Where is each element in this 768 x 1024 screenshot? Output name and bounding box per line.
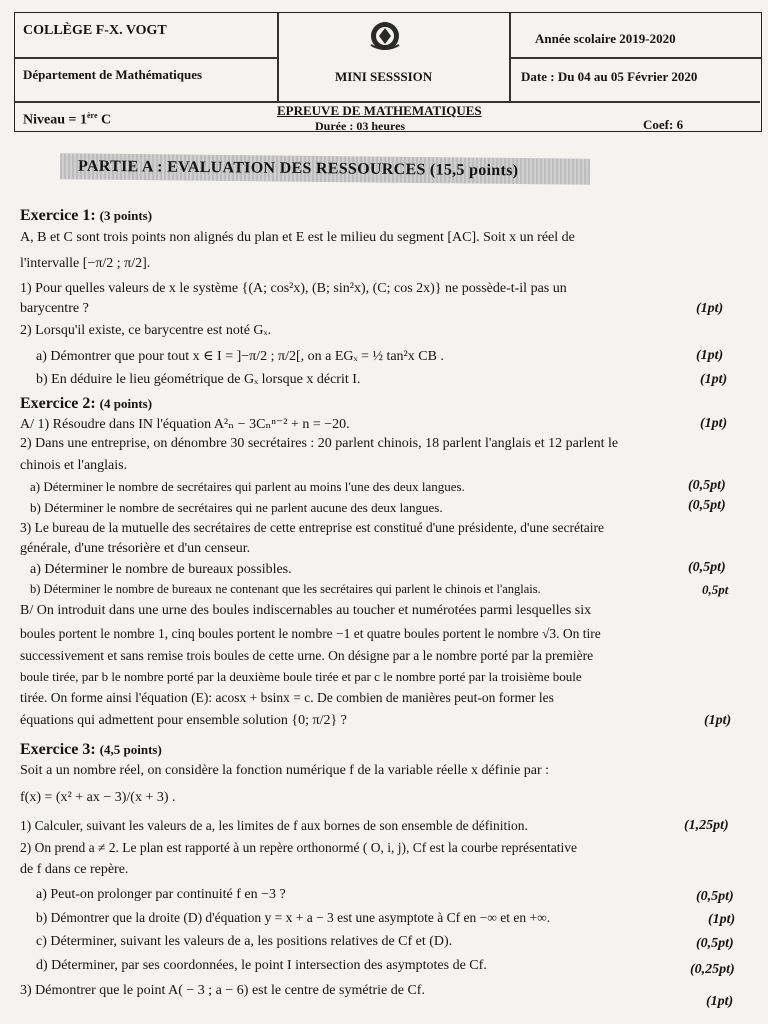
school-logo [365,19,405,53]
text-line: 3) Le bureau de la mutuelle des secrétaires de cette entreprise est constitué d'une présidente, d'une secrétaire [20,520,604,535]
level-label: Niveau = 1ère C [23,111,112,128]
exam-title: EPREUVE DE MATHEMATIQUES [277,103,482,118]
points-label: (1pt) [696,301,724,316]
text-line: A, B et C sont trois points non alignés du plan et E est le milieu du segment [AC]. Soit x un réel de [20,230,575,245]
text-line: A/ 1) Résoudre dans IN l'équation A²ₙ − 3Cₙⁿ⁻² + n = −20. [20,417,350,432]
text-line: boules portent le nombre 1, cinq boules portent le nombre −1 et quatre boules portent le nombre √3. On tire [20,626,601,641]
exam-duration: Durée : 03 heures [315,119,406,133]
text-line: l'intervalle [−π/2 ; π/2]. [20,256,151,271]
header-divider [509,57,761,59]
school-name: COLLÈGE F-X. VOGT [23,23,167,38]
exercise-1-label: Exercice 1: [20,207,96,224]
exercise-3-points: (4,5 points) [99,742,162,757]
text-line: chinois et l'anglais. [20,458,128,473]
session-label: MINI SESSSION [335,69,433,84]
text-line: a) Peut-on prolonger par continuité f en −3 ? [36,887,286,902]
text-line: b) Déterminer le nombre de secrétaires qui ne parlent aucune des deux langues. [30,500,443,515]
points-label: (1pt) [704,713,732,728]
text-line: c) Déterminer, suivant les valeurs de a, les positions relatives de Cf et (D). [36,934,453,949]
text-line: f(x) = (x² + ax − 3)/(x + 3) . [20,790,176,805]
points-label: (0,5pt) [688,478,726,493]
points-label: 0,5pt [702,582,729,597]
exercise-1-title [20,207,152,225]
text-line: B/ On introduit dans une urne des boules indiscernables au toucher et numérotées parmi lesquelles six [20,603,592,618]
text-line: b) Déterminer le nombre de bureaux ne contenant que les secrétaires qui parlent le chinois et l'anglais. [30,582,541,596]
exam-date: Date : Du 04 au 05 Février 2020 [521,69,698,84]
exercise-2-points: (4 points) [99,396,153,411]
points-label: (0,25pt) [690,962,735,977]
points-label: (0,5pt) [688,560,726,575]
points-label: (0,5pt) [688,498,726,513]
text-line: successivement et sans remise trois boules de cette urne. On désigne par a le nombre porté par la première [20,648,594,663]
department-name: Département de Mathématiques [23,67,203,82]
header-table [14,12,762,132]
points-label: (0,5pt) [696,936,734,951]
text-line: a) Démontrer que pour tout x ∈ I = ]−π/2 ; π/2[, on a EGₓ = ½ tan²x CB . [36,349,444,364]
text-line: 2) Lorsqu'il existe, ce barycentre est noté Gₓ. [20,323,272,338]
text-line: 1) Calculer, suivant les valeurs de a, les limites de f aux bornes de son ensemble de définition. [20,818,528,833]
exercise-2-label: Exercice 2: [20,395,96,412]
points-label: (0,5pt) [696,889,734,904]
points-label: (1pt) [696,348,724,363]
text-line: a) Déterminer le nombre de secrétaires qui parlent au moins l'une des deux langues. [30,479,465,494]
text-line: générale, d'une trésorière et d'un censeur. [20,541,251,556]
text-line: 3) Démontrer que le point A( − 3 ; a − 6) est le centre de symétrie de Cf. [20,983,425,998]
text-line: tirée. On forme ainsi l'équation (E): acosx + bsinx = c. De combien de manières peut-on former les [20,690,554,705]
text-line: a) Déterminer le nombre de bureaux possibles. [30,562,292,577]
coefficient: Coef: 6 [643,117,684,132]
header-divider [15,57,277,59]
exercise-3-label: Exercice 3: [20,741,96,758]
header-divider [277,13,279,103]
text-line: de f dans ce repère. [20,862,129,877]
text-line: Soit a un nombre réel, on considère la fonction numérique f de la variable réelle x définie par : [20,763,550,778]
text-line: 2) Dans une entreprise, on dénombre 30 secrétaires : 20 parlent chinois, 18 parlent l'anglais et 12 parlent le [20,436,619,451]
text-line: 2) On prend a ≠ 2. Le plan est rapporté à un repère orthonormé ( O, i, j), Cf est la courbe représentative [20,840,577,855]
exercise-1-points: (3 points) [99,208,153,223]
school-year: Année scolaire 2019-2020 [535,31,676,46]
text-line: 1) Pour quelles valeurs de x le système {(A; cos²x), (B; sin²x), (C; cos 2x)} ne possède-t-il pas un [20,281,567,296]
points-label: (1pt) [700,416,728,431]
exercise-2-title [20,395,152,413]
points-label: (1pt) [700,372,728,387]
exercise-3-title [20,741,162,759]
part-a-title: PARTIE A : EVALUATION DES RESSOURCES (15,5 points) [77,157,519,180]
text-line: b) Démontrer que la droite (D) d'équation y = x + a − 3 est une asymptote à Cf en −∞ et en +∞. [36,910,551,925]
text-line: équations qui admettent pour ensemble solution {0; π/2} ? [20,713,347,728]
points-label: (1pt) [708,912,736,927]
text-line: boule tirée, par b le nombre porté par la deuxième boule tirée et par c le nombre porté par la troisième boule [20,669,582,684]
text-line: d) Déterminer, par ses coordonnées, le point I intersection des asymptotes de Cf. [36,958,487,973]
text-line: b) En déduire le lieu géométrique de Gₓ lorsque x décrit I. [36,372,361,387]
points-label: (1,25pt) [684,818,729,833]
text-line: barycentre ? [20,301,89,316]
points-label: (1pt) [706,994,734,1009]
